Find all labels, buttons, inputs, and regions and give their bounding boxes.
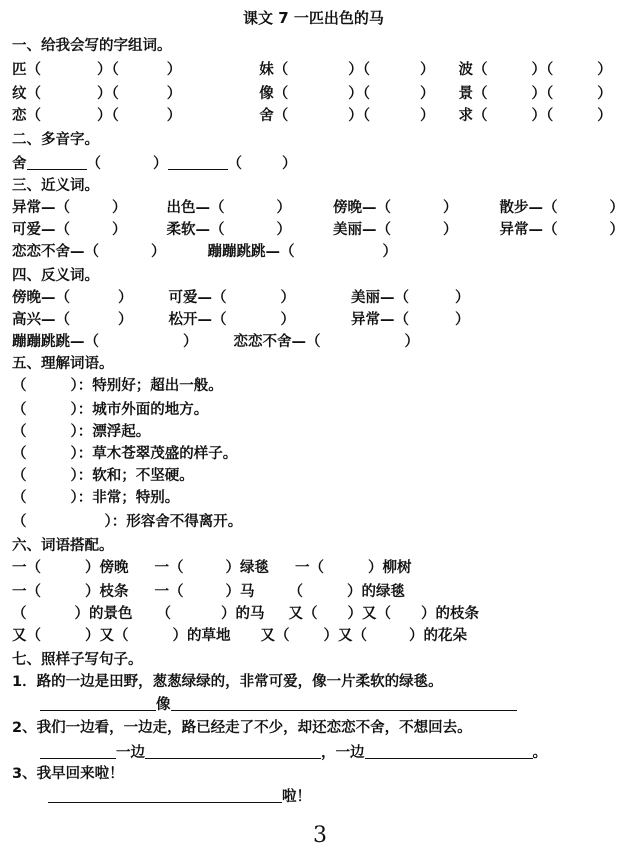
page-title: 课文 7 一匹出色的马 <box>243 9 384 27</box>
blank-line[interactable] <box>145 744 321 759</box>
definition-item-2: （ ）：城市外面的地方。 <box>12 402 209 418</box>
example-sentence-2: 2、我们一边看，一边走，路已经走了不少，却还恋恋不舍，不想回去。 <box>12 720 472 736</box>
definition-item-3: （ ）：漂浮起。 <box>12 424 151 440</box>
section6-row-4: 又（ ）又（ ）的草地 又（ ）又（ ）的花朵 <box>12 628 467 644</box>
fill-sentence-1: 像 <box>40 696 517 713</box>
section3-heading: 三、近义词。 <box>12 178 99 194</box>
section6-row-2: 一（ ）枝条 一（ ）马 （ ）的绿毯 <box>12 584 405 600</box>
section1-heading: 一、给我会写的字组词。 <box>12 38 172 54</box>
blank-line[interactable] <box>171 696 517 711</box>
definition-item-1: （ ）：特别好；超出一般。 <box>12 378 223 394</box>
section3-row-2: 可爱—（ ） 柔软—（ ） 美丽—（ ） 异常—（ ） <box>12 222 624 238</box>
section6-row-3: （ ）的景色 （ ）的马 又（ ）又（ ）的枝条 <box>12 606 479 622</box>
section2-heading: 二、多音字。 <box>12 132 99 148</box>
blank-line[interactable] <box>365 744 533 759</box>
section4-row-2: 高兴—（ ） 松开—（ ） 异常—（ ） <box>12 312 470 328</box>
section2-line: 舍 （ ） （ ） <box>12 156 297 172</box>
blank-line[interactable] <box>27 155 87 170</box>
section1-row-2: 纹（ ）（ ） 像（ ）（ ） 景（ ）（ ） <box>12 86 612 102</box>
page-number: 3 <box>313 823 327 848</box>
blank-line[interactable] <box>40 744 116 759</box>
section1-row-3: 恋（ ）（ ） 舍（ ）（ ） 求（ ）（ ） <box>12 108 612 124</box>
section6-row-1: 一（ ）傍晚 一（ ）绿毯 一（ ）柳树 <box>12 560 412 576</box>
definition-item-5: （ ）：软和；不坚硬。 <box>12 468 194 484</box>
blank-line[interactable] <box>168 155 228 170</box>
definition-item-7: （ ）：形容舍不得离开。 <box>12 514 243 530</box>
definition-item-6: （ ）：非常；特别。 <box>12 490 180 506</box>
example-sentence-3: 3、我早回来啦！ <box>12 766 124 782</box>
example-sentence-1: 1．路的一边是田野，葱葱绿绿的，非常可爱，像一片柔软的绿毯。 <box>12 674 443 690</box>
definition-item-4: （ ）：草木苍翠茂盛的样子。 <box>12 446 238 462</box>
fill-sentence-2: 一边 ，一边 。 <box>40 744 547 761</box>
section6-heading: 六、词语搭配。 <box>12 538 114 554</box>
blank-line[interactable] <box>48 788 282 803</box>
blank-line[interactable] <box>40 696 156 711</box>
section5-heading: 五、理解词语。 <box>12 356 114 372</box>
section4-heading: 四、反义词。 <box>12 268 99 284</box>
section1-row-1: 匹（ ）（ ） 妹（ ）（ ） 波（ ）（ ） <box>12 62 612 78</box>
section3-row-3: 恋恋不舍—（ ） 蹦蹦跳跳—（ ） <box>12 244 397 260</box>
section4-row-1: 傍晚—（ ） 可爱—（ ） 美丽—（ ） <box>12 290 470 306</box>
section3-row-1: 异常—（ ） 出色—（ ） 傍晚—（ ） 散步—（ ） <box>12 200 624 216</box>
section4-row-3: 蹦蹦跳跳—（ ） 恋恋不舍—（ ） <box>12 334 419 350</box>
section7-heading: 七、照样子写句子。 <box>12 652 143 668</box>
fill-sentence-3: 啦！ <box>48 788 311 805</box>
